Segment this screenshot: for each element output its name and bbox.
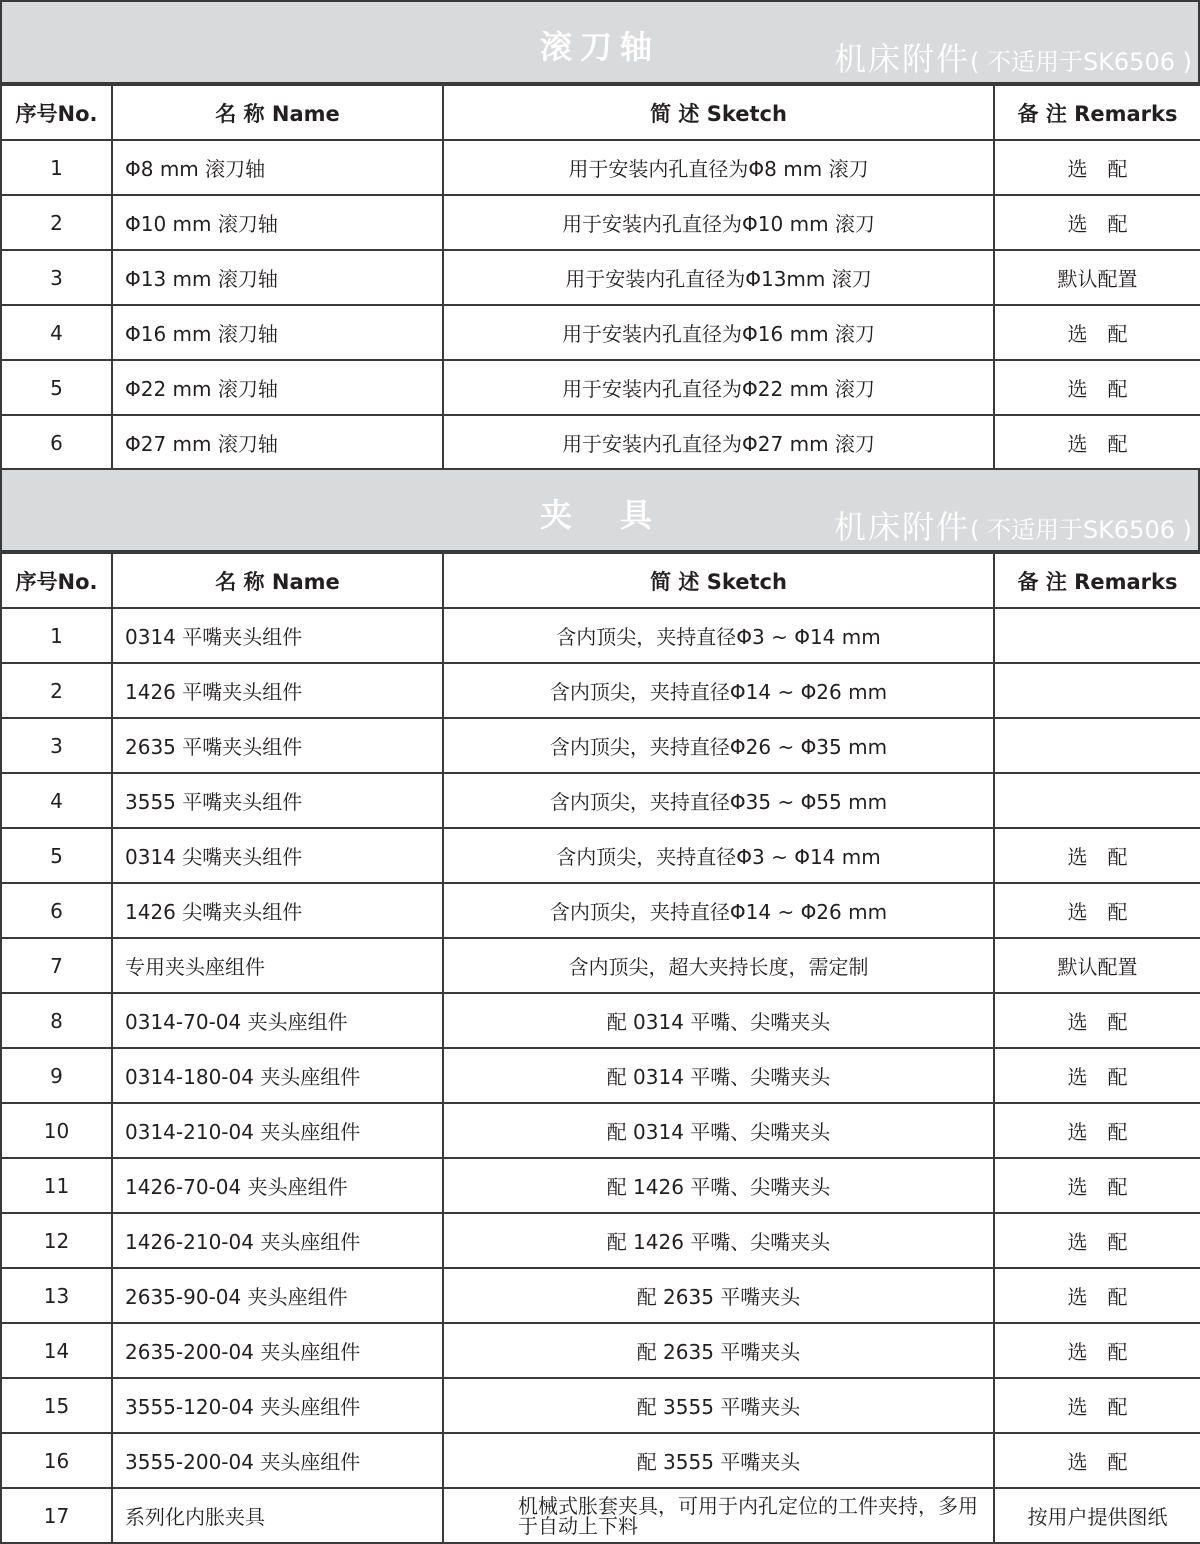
table-row: [1, 1158, 1200, 1213]
table-row: [1, 773, 1200, 828]
row-number: 1: [1, 140, 112, 195]
table-row: [1, 1213, 1200, 1268]
row-name: 0314-180-04 夹头座组件: [112, 1048, 443, 1103]
row-sketch: 含内顶尖，夹持直径Φ14 ~ Φ26 mm: [443, 883, 994, 938]
row-number: 3: [1, 250, 112, 305]
column-header-name: 名 称 Name: [112, 553, 443, 608]
row-sketch: 配 1426 平嘴、尖嘴夹头: [443, 1213, 994, 1268]
row-name: 2635-200-04 夹头座组件: [112, 1323, 443, 1378]
table-row: [1, 1323, 1200, 1378]
table-row: [1, 1048, 1200, 1103]
row-remark: 选 配: [994, 140, 1200, 195]
section-title: 夹 具: [539, 496, 660, 534]
row-sketch: 用于安装内孔直径为Φ16 mm 滚刀: [443, 305, 994, 360]
table-row: [1, 828, 1200, 883]
row-sketch: 配 0314 平嘴、尖嘴夹头: [443, 1103, 994, 1158]
row-name: Φ27 mm 滚刀轴: [112, 415, 443, 470]
row-name: 0314-70-04 夹头座组件: [112, 993, 443, 1048]
row-name: 1426 尖嘴夹头组件: [112, 883, 443, 938]
row-sketch: 含内顶尖，夹持直径Φ3 ~ Φ14 mm: [443, 828, 994, 883]
row-remark: 默认配置: [994, 250, 1200, 305]
row-sketch: 用于安装内孔直径为Φ8 mm 滚刀: [443, 140, 994, 195]
row-name: Φ8 mm 滚刀轴: [112, 140, 443, 195]
row-number: 12: [1, 1213, 112, 1268]
row-remark: [994, 773, 1200, 828]
section-subtitle-main: 机床附件: [833, 508, 970, 546]
hob-shaft-table: [0, 84, 1200, 471]
table-row: [1, 1103, 1200, 1158]
column-header-name: 名 称 Name: [112, 85, 443, 140]
row-remark: 选 配: [994, 415, 1200, 470]
row-number: 10: [1, 1103, 112, 1158]
row-name: Φ22 mm 滚刀轴: [112, 360, 443, 415]
row-number: 11: [1, 1158, 112, 1213]
section-subtitle-note: ( 不适用于SK6506 ): [969, 516, 1192, 544]
table-row: [1, 1488, 1200, 1543]
row-name: 0314 平嘴夹头组件: [112, 608, 443, 663]
row-name: 2635 平嘴夹头组件: [112, 718, 443, 773]
row-sketch: 配 2635 平嘴夹头: [443, 1268, 994, 1323]
section-title: 滚刀轴: [539, 28, 660, 66]
row-name: 2635-90-04 夹头座组件: [112, 1268, 443, 1323]
row-sketch: 用于安装内孔直径为Φ27 mm 滚刀: [443, 415, 994, 470]
row-sketch: 用于安装内孔直径为Φ10 mm 滚刀: [443, 195, 994, 250]
row-number: 5: [1, 360, 112, 415]
section-subtitle: [834, 34, 1192, 80]
row-sketch: 含内顶尖，夹持直径Φ26 ~ Φ35 mm: [443, 718, 994, 773]
column-header-remarks: 备 注 Remarks: [994, 553, 1200, 608]
row-remark: 选 配: [994, 305, 1200, 360]
row-remark: 选 配: [994, 883, 1200, 938]
row-remark: 选 配: [994, 1158, 1200, 1213]
row-sketch: 配 2635 平嘴夹头: [443, 1323, 994, 1378]
section-subtitle: [834, 502, 1192, 548]
row-name: 1426 平嘴夹头组件: [112, 663, 443, 718]
row-remark: [994, 663, 1200, 718]
row-sketch: 含内顶尖，夹持直径Φ3 ~ Φ14 mm: [443, 608, 994, 663]
column-header-no: 序号No.: [1, 553, 112, 608]
table-row: [1, 608, 1200, 663]
row-name: Φ16 mm 滚刀轴: [112, 305, 443, 360]
row-number: 6: [1, 415, 112, 470]
row-number: 5: [1, 828, 112, 883]
section-subtitle-main: 机床附件: [833, 40, 970, 78]
row-sketch: 含内顶尖，夹持直径Φ35 ~ Φ55 mm: [443, 773, 994, 828]
row-name: 0314-210-04 夹头座组件: [112, 1103, 443, 1158]
table-row: [1, 250, 1200, 305]
row-number: 16: [1, 1433, 112, 1488]
row-remark: [994, 608, 1200, 663]
row-remark: 选 配: [994, 993, 1200, 1048]
row-sketch: 配 0314 平嘴、尖嘴夹头: [443, 1048, 994, 1103]
table-row: [1, 140, 1200, 195]
row-sketch: 含内顶尖，超大夹持长度，需定制: [443, 938, 994, 993]
table-row: [1, 195, 1200, 250]
row-name: 0314 尖嘴夹头组件: [112, 828, 443, 883]
row-sketch: 配 3555 平嘴夹头: [443, 1433, 994, 1488]
row-number: 15: [1, 1378, 112, 1433]
column-header-no: 序号No.: [1, 85, 112, 140]
table-header-row: [1, 553, 1200, 608]
row-number: 4: [1, 773, 112, 828]
table-row: [1, 718, 1200, 773]
row-number: 13: [1, 1268, 112, 1323]
column-header-sketch: 简 述 Sketch: [443, 85, 994, 140]
row-name: Φ10 mm 滚刀轴: [112, 195, 443, 250]
row-sketch: 含内顶尖，夹持直径Φ14 ~ Φ26 mm: [443, 663, 994, 718]
row-remark: 选 配: [994, 1323, 1200, 1378]
row-sketch: 用于安装内孔直径为Φ13mm 滚刀: [443, 250, 994, 305]
row-number: 1: [1, 608, 112, 663]
row-sketch: 机械式胀套夹具，可用于内孔定位的工件夹持，多用于自动上下料: [443, 1488, 994, 1543]
row-number: 6: [1, 883, 112, 938]
row-remark: 按用户提供图纸: [994, 1488, 1200, 1543]
table-header-row: [1, 85, 1200, 140]
row-number: 7: [1, 938, 112, 993]
row-number: 2: [1, 195, 112, 250]
row-remark: 选 配: [994, 1433, 1200, 1488]
table-row: [1, 663, 1200, 718]
row-number: 14: [1, 1323, 112, 1378]
table-row: [1, 883, 1200, 938]
table-row: [1, 1378, 1200, 1433]
row-name: 3555-120-04 夹头座组件: [112, 1378, 443, 1433]
row-name: 1426-70-04 夹头座组件: [112, 1158, 443, 1213]
row-remark: 选 配: [994, 1378, 1200, 1433]
row-sketch: 配 0314 平嘴、尖嘴夹头: [443, 993, 994, 1048]
row-name: Φ13 mm 滚刀轴: [112, 250, 443, 305]
row-number: 3: [1, 718, 112, 773]
row-remark: 选 配: [994, 1268, 1200, 1323]
table-row: [1, 305, 1200, 360]
fixture-table: [0, 552, 1200, 1544]
table-row: [1, 1268, 1200, 1323]
table-row: [1, 415, 1200, 470]
section-subtitle-note: ( 不适用于SK6506 ): [969, 48, 1192, 76]
column-header-sketch: 简 述 Sketch: [443, 553, 994, 608]
table-row: [1, 360, 1200, 415]
table-row: [1, 938, 1200, 993]
row-remark: 默认配置: [994, 938, 1200, 993]
row-sketch: 配 3555 平嘴夹头: [443, 1378, 994, 1433]
row-name: 3555-200-04 夹头座组件: [112, 1433, 443, 1488]
table-row: [1, 1433, 1200, 1488]
row-remark: 选 配: [994, 195, 1200, 250]
row-name: 1426-210-04 夹头座组件: [112, 1213, 443, 1268]
row-sketch: 用于安装内孔直径为Φ22 mm 滚刀: [443, 360, 994, 415]
column-header-remarks: 备 注 Remarks: [994, 85, 1200, 140]
row-remark: 选 配: [994, 828, 1200, 883]
table-row: [1, 993, 1200, 1048]
row-remark: 选 配: [994, 1213, 1200, 1268]
row-number: 4: [1, 305, 112, 360]
row-sketch: 配 1426 平嘴、尖嘴夹头: [443, 1158, 994, 1213]
row-number: 17: [1, 1488, 112, 1543]
row-remark: 选 配: [994, 1048, 1200, 1103]
row-number: 8: [1, 993, 112, 1048]
row-remark: [994, 718, 1200, 773]
row-remark: 选 配: [994, 360, 1200, 415]
row-number: 9: [1, 1048, 112, 1103]
row-name: 系列化内胀夹具: [112, 1488, 443, 1543]
row-number: 2: [1, 663, 112, 718]
row-remark: 选 配: [994, 1103, 1200, 1158]
row-name: 3555 平嘴夹头组件: [112, 773, 443, 828]
row-name: 专用夹头座组件: [112, 938, 443, 993]
